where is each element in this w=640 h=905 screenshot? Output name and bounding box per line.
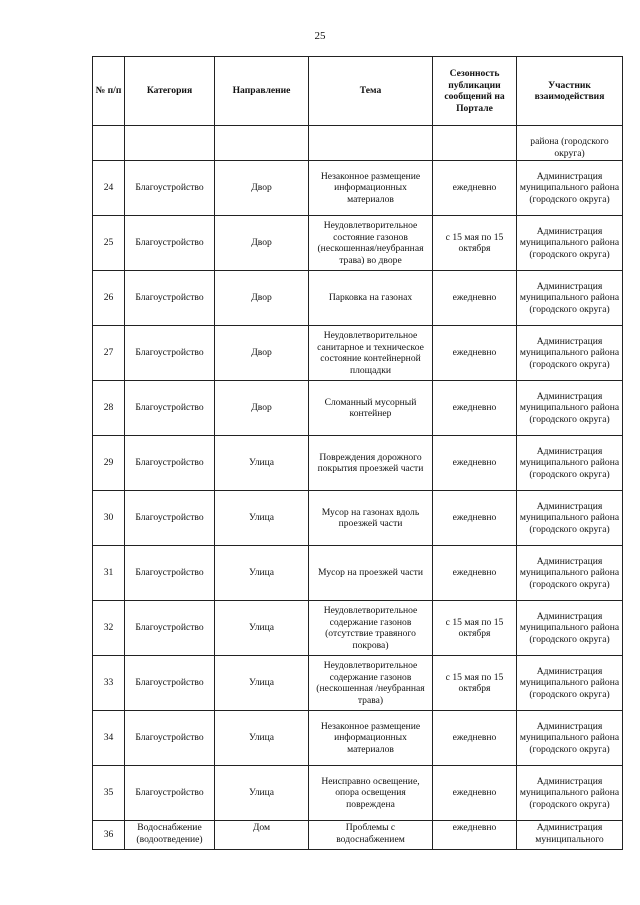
cell-category: Благоустройство: [125, 381, 215, 436]
cell-season: с 15 мая по 15 октября: [433, 601, 517, 656]
header-season: Сезонность публикации сообщений на Портале: [433, 57, 517, 126]
table-row: [93, 546, 623, 601]
cell-season: ежедневно: [433, 161, 517, 216]
cell-category: Благоустройство: [125, 491, 215, 546]
cell-topic: Парковка на газонах: [309, 271, 433, 326]
cell-season: ежедневно: [433, 271, 517, 326]
cell-direction: Двор: [215, 216, 309, 271]
cell-num: 36: [93, 821, 125, 850]
cell-num: [93, 126, 125, 161]
header-category: Категория: [125, 57, 215, 126]
cell-season: с 15 мая по 15 октября: [433, 656, 517, 711]
cell-season: ежедневно: [433, 711, 517, 766]
cell-topic: Неудовлетворительное содержание газонов (отсутствие травяного покрова): [309, 601, 433, 656]
cell-season: ежедневно: [433, 546, 517, 601]
cell-category: Благоустройство: [125, 271, 215, 326]
cell-topic: Проблемы с водоснабжением: [309, 821, 433, 850]
cell-direction: Двор: [215, 381, 309, 436]
cell-direction: Улица: [215, 491, 309, 546]
cell-season: ежедневно: [433, 381, 517, 436]
cell-topic: Неудовлетворительное состояние газонов (нескошенная/неубранная трава) во дворе: [309, 216, 433, 271]
table-row: [93, 656, 623, 711]
cell-season: ежедневно: [433, 326, 517, 381]
cell-category: Благоустройство: [125, 436, 215, 491]
table-row: [93, 436, 623, 491]
table-row: [93, 711, 623, 766]
cell-category: Благоустройство: [125, 546, 215, 601]
cell-num: 35: [93, 766, 125, 821]
cell-category: Благоустройство: [125, 601, 215, 656]
cell-participant: Администрация муниципального района (городского округа): [517, 326, 623, 381]
cell-direction: Улица: [215, 436, 309, 491]
cell-category: Благоустройство: [125, 766, 215, 821]
cell-category: Водоснабжение (водоотведение): [125, 821, 215, 850]
cell-participant: Администрация муниципального района (городского округа): [517, 601, 623, 656]
cell-topic: Неисправно освещение, опора освещения повреждена: [309, 766, 433, 821]
cell-direction: Дом: [215, 821, 309, 850]
header-topic: Тема: [309, 57, 433, 126]
cell-num: 31: [93, 546, 125, 601]
cell-topic: Мусор на газонах вдоль проезжей части: [309, 491, 433, 546]
cell-participant: Администрация муниципального района (городского округа): [517, 711, 623, 766]
table-row: [93, 271, 623, 326]
cell-direction: Улица: [215, 766, 309, 821]
cell-topic: [309, 126, 433, 161]
cell-topic: Сломанный мусорный контейнер: [309, 381, 433, 436]
cell-num: 24: [93, 161, 125, 216]
cell-direction: Улица: [215, 656, 309, 711]
continuation-row: [93, 126, 623, 161]
cell-direction: Двор: [215, 326, 309, 381]
cell-direction: Улица: [215, 711, 309, 766]
table-row: [93, 216, 623, 271]
cell-num: 27: [93, 326, 125, 381]
table-row: [93, 326, 623, 381]
cell-category: Благоустройство: [125, 711, 215, 766]
cell-participant: Администрация муниципального района (городского округа): [517, 161, 623, 216]
cell-participant: Администрация муниципального района (городского округа): [517, 656, 623, 711]
cell-direction: Улица: [215, 546, 309, 601]
cell-participant: Администрация муниципального района (городского округа): [517, 271, 623, 326]
cell-topic: Повреждения дорожного покрытия проезжей части: [309, 436, 433, 491]
cell-direction: Улица: [215, 601, 309, 656]
table-row: [93, 161, 623, 216]
cell-participant: Администрация муниципального района (городского округа): [517, 381, 623, 436]
cell-participant: района (городского округа): [517, 126, 623, 161]
table-row: [93, 766, 623, 821]
cell-category: [125, 126, 215, 161]
cell-participant: Администрация муниципального района (городского округа): [517, 546, 623, 601]
cell-topic: Неудовлетворительное санитарное и техническое состояние контейнерной площадки: [309, 326, 433, 381]
table-row: [93, 491, 623, 546]
cell-direction: Двор: [215, 161, 309, 216]
cell-num: 33: [93, 656, 125, 711]
cell-topic: Мусор на проезжей части: [309, 546, 433, 601]
cell-season: [433, 126, 517, 161]
page-number: 25: [314, 30, 326, 42]
cell-category: Благоустройство: [125, 326, 215, 381]
cell-topic: Незаконное размещение информационных материалов: [309, 711, 433, 766]
cell-topic: Незаконное размещение информационных материалов: [309, 161, 433, 216]
cell-num: 25: [93, 216, 125, 271]
cell-direction: Двор: [215, 271, 309, 326]
cell-num: 29: [93, 436, 125, 491]
cell-category: Благоустройство: [125, 216, 215, 271]
cell-participant: Администрация муниципального района (городского округа): [517, 216, 623, 271]
cell-topic: Неудовлетворительное содержание газонов (нескошенная /неубранная трава): [309, 656, 433, 711]
cell-category: Благоустройство: [125, 656, 215, 711]
header-num: № п/п: [93, 57, 125, 126]
cell-category: Благоустройство: [125, 161, 215, 216]
table-row: [93, 821, 623, 850]
cell-direction: [215, 126, 309, 161]
header-direction: Направление: [215, 57, 309, 126]
cell-participant: Администрация муниципального района (городского округа): [517, 766, 623, 821]
cell-num: 34: [93, 711, 125, 766]
cell-season: с 15 мая по 15 октября: [433, 216, 517, 271]
cell-participant: Администрация муниципального: [517, 821, 623, 850]
cell-num: 26: [93, 271, 125, 326]
cell-num: 28: [93, 381, 125, 436]
cell-num: 32: [93, 601, 125, 656]
header-participant: Участник взаимодействия: [517, 57, 623, 126]
data-table: [92, 56, 623, 850]
cell-season: ежедневно: [433, 821, 517, 850]
cell-num: 30: [93, 491, 125, 546]
cell-participant: Администрация муниципального района (городского округа): [517, 491, 623, 546]
cell-participant: Администрация муниципального района (городского округа): [517, 436, 623, 491]
table-header-row: [93, 57, 623, 126]
cell-season: ежедневно: [433, 491, 517, 546]
table-row: [93, 381, 623, 436]
cell-season: ежедневно: [433, 436, 517, 491]
table-row: [93, 601, 623, 656]
cell-season: ежедневно: [433, 766, 517, 821]
